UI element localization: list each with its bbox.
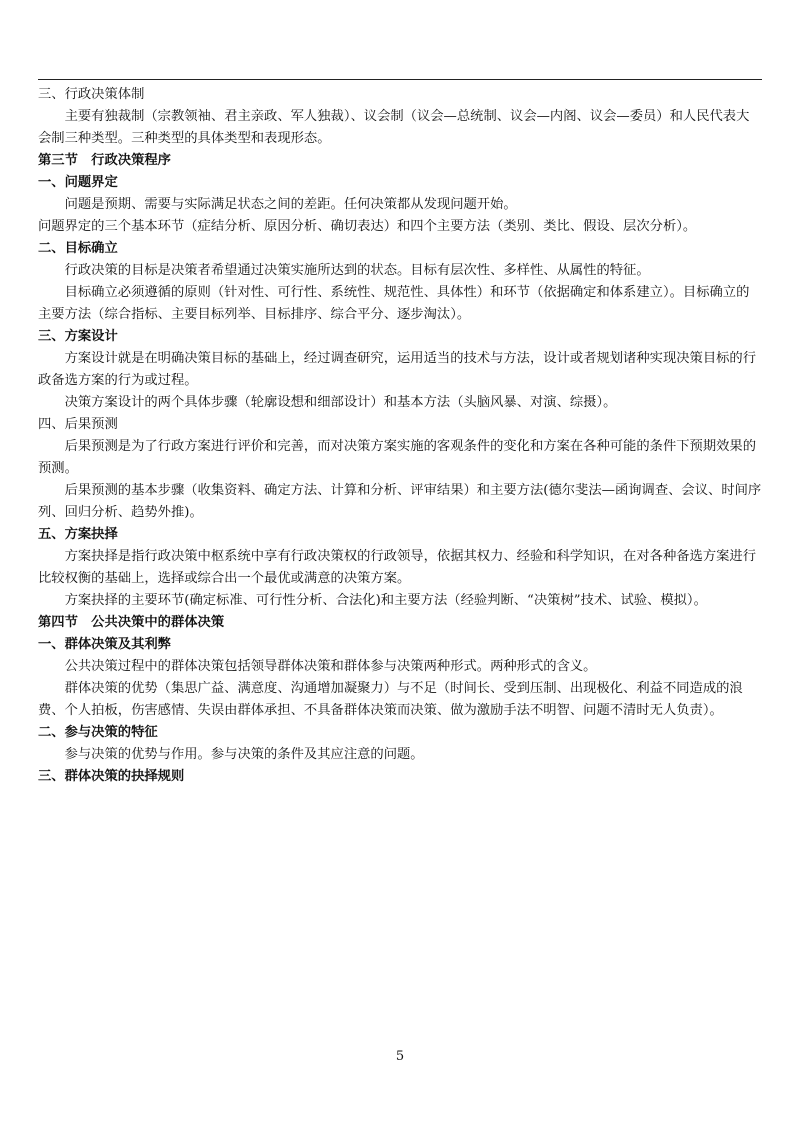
paragraph: 方案抉择是指行政决策中枢系统中享有行政决策权的行政领导，依据其权力、经验和科学知识，在对各种备选方案进行比较权衡的基础上，选择或综合出一个最优或满意的决策方案。 [38, 549, 757, 586]
paragraph: 方案设计就是在明确决策目标的基础上，经过调查研究，运用适当的技术与方法，设计或者规划诸种实现决策目标的行政备选方案的行为或过程。 [38, 351, 757, 388]
paragraph: 群体决策的优势（集思广益、满意度、沟通增加凝聚力）与不足（时间长、受到压制、出现极化、利益不同造成的浪费、个人拍板，伤害感情、失误由群体承担、不具备群体决策而决策、做为激励手法不明智、问题不清时无人负责）。 [38, 681, 743, 718]
page-number: 5 [395, 1049, 405, 1064]
paragraph: 主要有独裁制（宗教领袖、君主亲政、军人独裁）、议会制（议会—总统制、议会—内阁、议会—委员）和人民代表大会制三种类型。三种类型的具体类型和表现形态。 [38, 109, 750, 146]
section-heading-plan-design: 三、方案设计 [38, 329, 118, 344]
paragraph: 公共决策过程中的群体决策包括领导群体决策和群体参与决策两种形式。两种形式的含义。 [64, 659, 597, 674]
document-body [38, 84, 762, 788]
paragraph: 行政决策的目标是决策者希望通过决策实施所达到的状态。目标有层次性、多样性、从属性的特征。 [64, 263, 650, 278]
section-heading-problem-definition: 一、问题界定 [38, 175, 118, 190]
section-heading-plan-selection: 五、方案抉择 [38, 527, 118, 542]
paragraph: 后果预测的基本步骤（收集资料、确定方法、计算和分析、评审结果）和主要方法(德尔斐法—函询调查、会议、时间序列、回归分析、趋势外推)。 [38, 483, 762, 520]
paragraph: 决策方案设计的两个具体步骤（轮廓设想和细部设计）和基本方法（头脑风暴、对演、综摄）。 [64, 395, 617, 410]
section-heading-goal-setting: 二、目标确立 [38, 241, 118, 256]
paragraph: 参与决策的优势与作用。参与决策的条件及其应注意的问题。 [64, 747, 424, 762]
section-heading-decision-rules: 三、群体决策的抉择规则 [38, 769, 185, 784]
paragraph: 目标确立必须遵循的原则（针对性、可行性、系统性、规范性、具体性）和环节（依据确定和体系建立）。目标确立的主要方法（综合指标、主要目标列举、目标排序、综合平分、逐步淘汰）。 [38, 285, 750, 322]
chapter-heading-section4: 第四节 公共决策中的群体决策 [38, 615, 225, 630]
paragraph: 问题是预期、需要与实际满足状态之间的差距。任何决策都从发现问题开始。 [64, 197, 517, 212]
paragraph: 方案抉择的主要环节(确定标准、可行性分析、合法化)和主要方法（经验判断、“决策树”技术、试验、模拟）。 [64, 593, 707, 608]
section-heading-decision-system: 三、行政决策体制 [38, 87, 145, 102]
chapter-heading-section3: 第三节 行政决策程序 [38, 153, 171, 168]
section-heading-outcome-prediction: 四、后果预测 [38, 417, 118, 432]
section-heading-participation: 二、参与决策的特征 [38, 725, 158, 740]
paragraph: 问题界定的三个基本环节（症结分析、原因分析、确切表达）和四个主要方法（类别、类比、假设、层次分析）。 [38, 219, 697, 234]
section-heading-group-decision: 一、群体决策及其利弊 [38, 637, 171, 652]
header-rule [38, 79, 762, 80]
paragraph: 后果预测是为了行政方案进行评价和完善，而对决策方案实施的客观条件的变化和方案在各种可能的条件下预期效果的预测。 [38, 439, 757, 476]
